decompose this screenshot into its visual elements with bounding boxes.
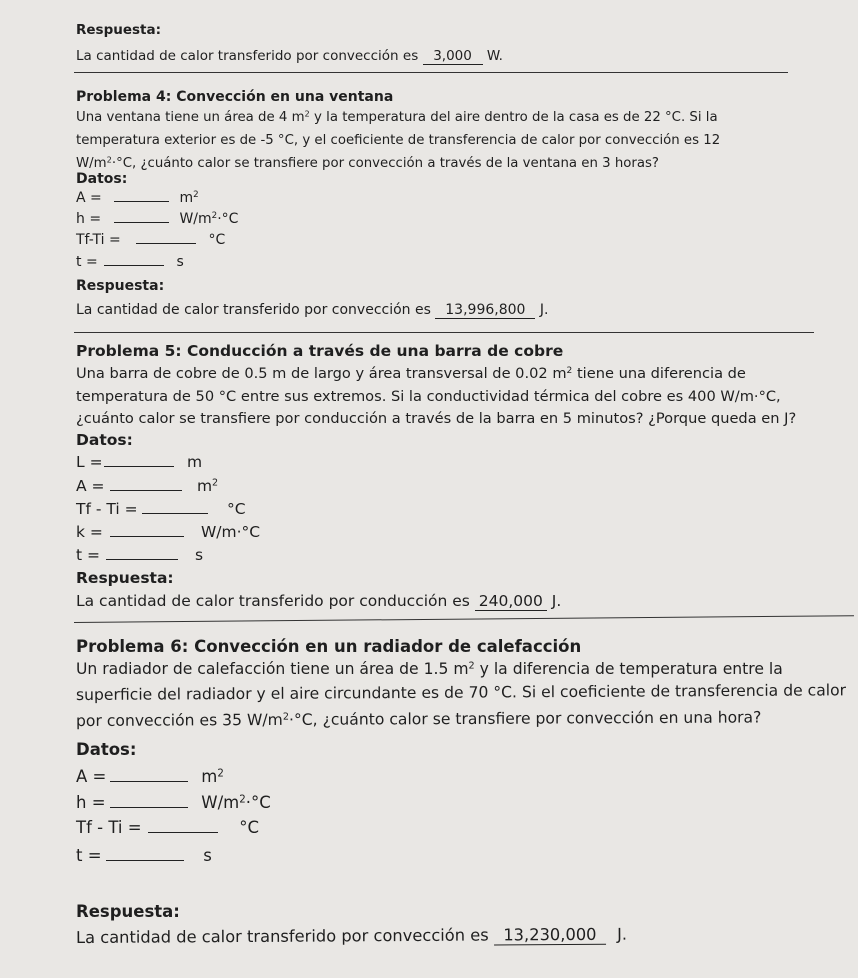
var-label: Tf-Ti = (76, 232, 121, 248)
answer-sentence (76, 925, 627, 948)
answer-sentence (76, 48, 503, 65)
blank-line (110, 490, 182, 491)
answer-value: 240,000 (475, 592, 547, 611)
var-unit: °C (226, 500, 246, 518)
var-label: k = (76, 523, 103, 541)
problem-4-line-3: $W/m^2\cdot^\circ C$, ¿cuánto calor se transfiere por convección a través de la ventana en 3 horas? (76, 154, 659, 171)
var-label: Tf - Ti = (76, 500, 138, 518)
datos-label: Datos: (76, 171, 128, 187)
var-row (76, 523, 260, 541)
answer-value: 3,000 (423, 48, 483, 65)
var-label: L = (76, 453, 103, 471)
blank-line (110, 536, 184, 537)
var-row (76, 453, 202, 471)
respuesta-label: Respuesta: (76, 569, 174, 587)
problem-5-title: Problema 5: Conducción a través de una barra de cobre (76, 342, 564, 360)
answer-prefix: La cantidad de calor transferido por convección es (76, 302, 431, 318)
blank-line (104, 466, 174, 467)
var-unit: s (176, 254, 184, 270)
blank-line (136, 243, 196, 244)
var-unit: $W/m^2\cdot^\circ C$ (179, 211, 239, 227)
problem-4-line-2: temperatura exterior es de -5 °C, y el coeficiente de transferencia de calor por convección es 12 (76, 133, 721, 148)
problem-5-line-3: ¿cuánto calor se transfiere por conducción a través de la barra en 5 minutos? ¿Porque queda en J? (76, 410, 797, 427)
blank-line (104, 265, 164, 266)
var-unit: $m^2$ (179, 190, 199, 206)
problem-6-line-1: Un radiador de calefacción tiene un área de 1.5 $m^2$ y la diferencia de temperatura entre la (76, 660, 783, 678)
var-row (76, 254, 184, 270)
var-unit: W/m·°C (200, 523, 261, 541)
respuesta-label: Respuesta: (76, 22, 162, 38)
var-unit: °C (208, 232, 226, 248)
answer-prefix: La cantidad de calor transferido por conducción es (76, 592, 470, 610)
var-unit: $m^2$ (196, 477, 219, 495)
var-unit: s (194, 546, 204, 564)
problem-6-line-3: por convección es 35 $W/m^2\cdot^\circ C$, ¿cuánto calor se transfiere por convección en una hora? (75, 708, 762, 730)
answer-unit: J. (539, 302, 549, 318)
answer-value: 13,996,800 (435, 302, 535, 319)
var-row (76, 818, 259, 837)
var-row (76, 211, 238, 227)
answer-prefix: La cantidad de calor transferido por convección es (76, 48, 419, 64)
answer-unit: W. (486, 48, 503, 64)
answer-prefix: La cantidad de calor transferido por convección es (75, 925, 489, 947)
var-label: t = (76, 846, 102, 865)
var-label: A = (76, 477, 105, 495)
var-row (76, 232, 225, 248)
var-row (76, 846, 212, 865)
var-row (76, 767, 224, 786)
var-unit: °C (239, 818, 260, 837)
separator-line (74, 332, 814, 333)
blank-line (142, 513, 208, 514)
problem-4-title: Problema 4: Convección en una ventana (76, 89, 394, 105)
var-unit: $m^2$ (201, 767, 224, 786)
problem-6-line-2: superficie del radiador y el aire circundante es de 70 °C. Si el coeficiente de transferencia de calor (75, 681, 847, 704)
var-unit: m (186, 453, 203, 471)
blank-line (106, 559, 178, 560)
datos-label: Datos: (76, 740, 137, 759)
var-unit: s (203, 846, 212, 865)
respuesta-label: Respuesta: (76, 278, 165, 294)
blank-line (110, 781, 188, 782)
var-label: A = (76, 190, 102, 206)
var-label: Tf - Ti = (76, 818, 142, 837)
var-row (76, 793, 271, 812)
respuesta-label: Respuesta: (76, 902, 180, 921)
var-label: h = (76, 793, 106, 812)
var-row (76, 190, 199, 206)
blank-line (114, 222, 169, 223)
problem-5-line-2: temperatura de 50 °C entre sus extremos. Si la conductividad térmica del cobre es 400 W/m·°C, (76, 388, 781, 405)
var-label: h = (76, 211, 102, 227)
blank-line (110, 807, 188, 808)
answer-unit: J. (617, 924, 628, 944)
blank-line (106, 860, 184, 861)
var-row (76, 500, 246, 518)
answer-unit: J. (551, 592, 562, 610)
var-row (76, 546, 203, 564)
blank-line (148, 832, 218, 833)
separator-line (74, 615, 854, 623)
problem-6-title: Problema 6: Convección en un radiador de calefacción (76, 637, 582, 656)
blank-line (114, 201, 169, 202)
problem-5-line-1: Una barra de cobre de 0.5 m de largo y área transversal de 0.02 $m^2$ tiene una diferencia de (76, 365, 746, 382)
var-label: t = (76, 546, 100, 564)
answer-value: 13,230,000 (494, 925, 606, 946)
var-unit: $W/m^2\cdot^\circ C$ (201, 793, 271, 812)
separator-line (74, 72, 788, 73)
answer-sentence (76, 302, 548, 319)
var-label: t = (76, 254, 98, 270)
answer-sentence (76, 592, 561, 611)
var-label: A = (76, 767, 107, 786)
problem-4-line-1: Una ventana tiene un área de 4 $m^2$ y la temperatura del aire dentro de la casa es de 22 °C. Si la (76, 108, 718, 125)
var-row (76, 477, 218, 495)
datos-label: Datos: (76, 431, 133, 449)
